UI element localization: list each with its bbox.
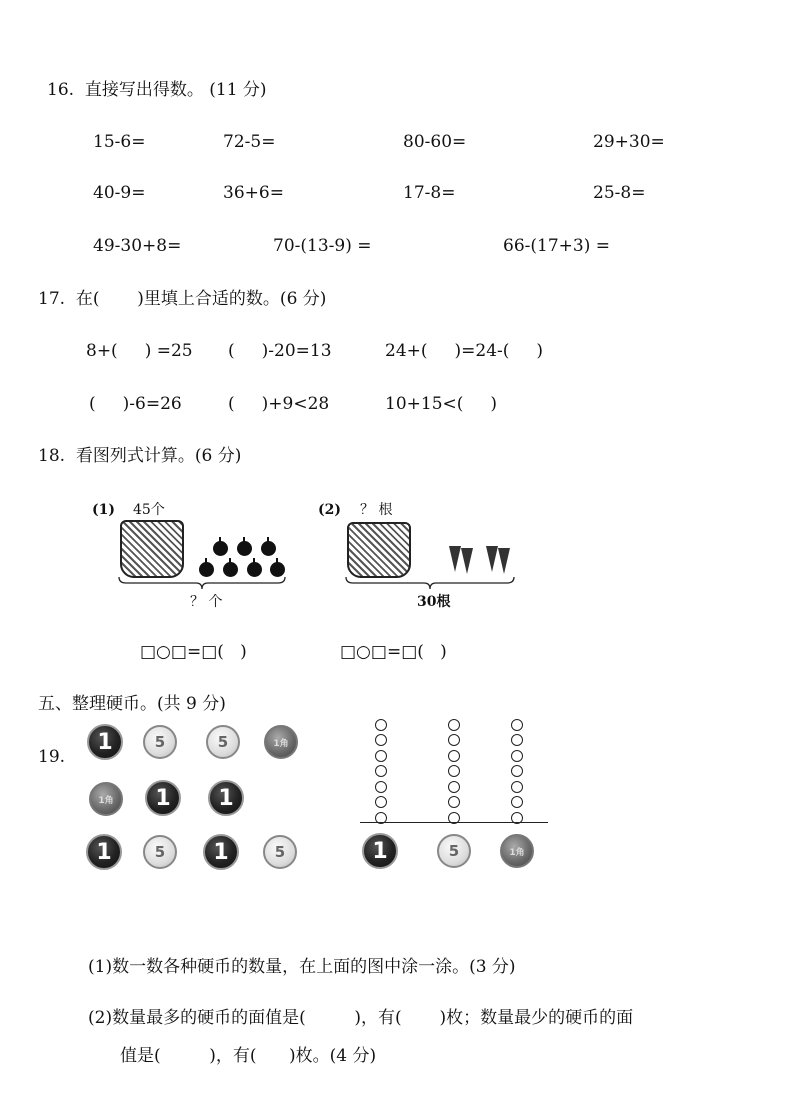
carrot-basket-image [347, 522, 411, 578]
q18-p2-bottom-label: 30根 [417, 594, 451, 610]
p1-brace [118, 576, 286, 590]
q16-expr: 40-9= [93, 183, 146, 203]
q16-expr: 15-6= [93, 132, 146, 152]
q19-part2-line2[interactable]: 值是( )，有( )枚。(4 分) [120, 1046, 377, 1066]
coin-1-jiao-icon: 1角 [500, 834, 534, 868]
q16-expr: 29+30= [593, 132, 665, 152]
coin-1-yuan-icon: 1 [87, 724, 123, 760]
q18-formula-2[interactable]: □○□=□( ) [340, 642, 447, 662]
q18-p2-top-label: ？ 根 [360, 502, 393, 518]
q16-expr: 72-5= [223, 132, 276, 152]
q18-p2-number: (2) [318, 502, 341, 518]
q16-expr: 17-8= [403, 183, 456, 203]
apple-basket-image [120, 520, 184, 578]
q16-expr: 25-8= [593, 183, 646, 203]
q16-expr: 70-(13-9) = [273, 236, 372, 256]
q19-part1: (1)数一数各种硬币的数量，在上面的图中涂一涂。(3 分) [88, 957, 516, 977]
q16-title: 16. 直接写出得数。 (11 分) [47, 80, 267, 100]
q17-blank[interactable]: ( )-6=26 [89, 394, 182, 414]
coin-1-jiao-icon: 1角 [264, 725, 298, 759]
q16-expr: 49-30+8= [93, 236, 182, 256]
coin-5-jiao-icon: 5 [143, 835, 177, 869]
coin-1-yuan-icon: 1 [362, 833, 398, 869]
q17-blank[interactable]: 10+15<( ) [385, 394, 498, 414]
coin-5-jiao-icon: 5 [437, 834, 471, 868]
q17-blank[interactable]: ( )-20=13 [228, 341, 332, 361]
q19-part2-line1[interactable]: (2)数量最多的硬币的面值是( )，有( )枚；数量最少的硬币的面 [88, 1008, 634, 1028]
q17-blank[interactable]: 8+( ) =25 [86, 341, 193, 361]
q18-formula-1[interactable]: □○□=□( ) [140, 642, 247, 662]
coin-1-yuan-icon: 1 [203, 834, 239, 870]
q18-title: 18. 看图列式计算。(6 分) [38, 446, 242, 466]
coin-5-jiao-icon: 5 [206, 725, 240, 759]
coin-5-jiao-icon: 5 [263, 835, 297, 869]
q18-p1-bottom-label: ？ 个 [190, 594, 223, 610]
coin-1-yuan-icon: 1 [145, 780, 181, 816]
sec5-title: 五、整理硬币。(共 9 分) [38, 694, 226, 714]
q16-expr: 80-60= [403, 132, 467, 152]
q16-expr: 66-(17+3) = [503, 236, 610, 256]
coin-5-jiao-icon: 5 [143, 725, 177, 759]
q19-number: 19. [38, 747, 66, 767]
coin-1-yuan-icon: 1 [86, 834, 122, 870]
q17-blank[interactable]: ( )+9<28 [228, 394, 330, 414]
q17-blank[interactable]: 24+( )=24-( ) [385, 341, 544, 361]
tally-baseline [360, 822, 548, 823]
q17-title: 17. 在( )里填上合适的数。(6 分) [38, 289, 327, 309]
q18-p1-number: (1) [92, 502, 115, 518]
q18-p1-top-label: 45个 [133, 502, 165, 518]
coin-1-yuan-icon: 1 [208, 780, 244, 816]
q16-expr: 36+6= [223, 183, 284, 203]
p2-brace [345, 576, 515, 590]
coin-1-jiao-icon: 1角 [89, 782, 123, 816]
